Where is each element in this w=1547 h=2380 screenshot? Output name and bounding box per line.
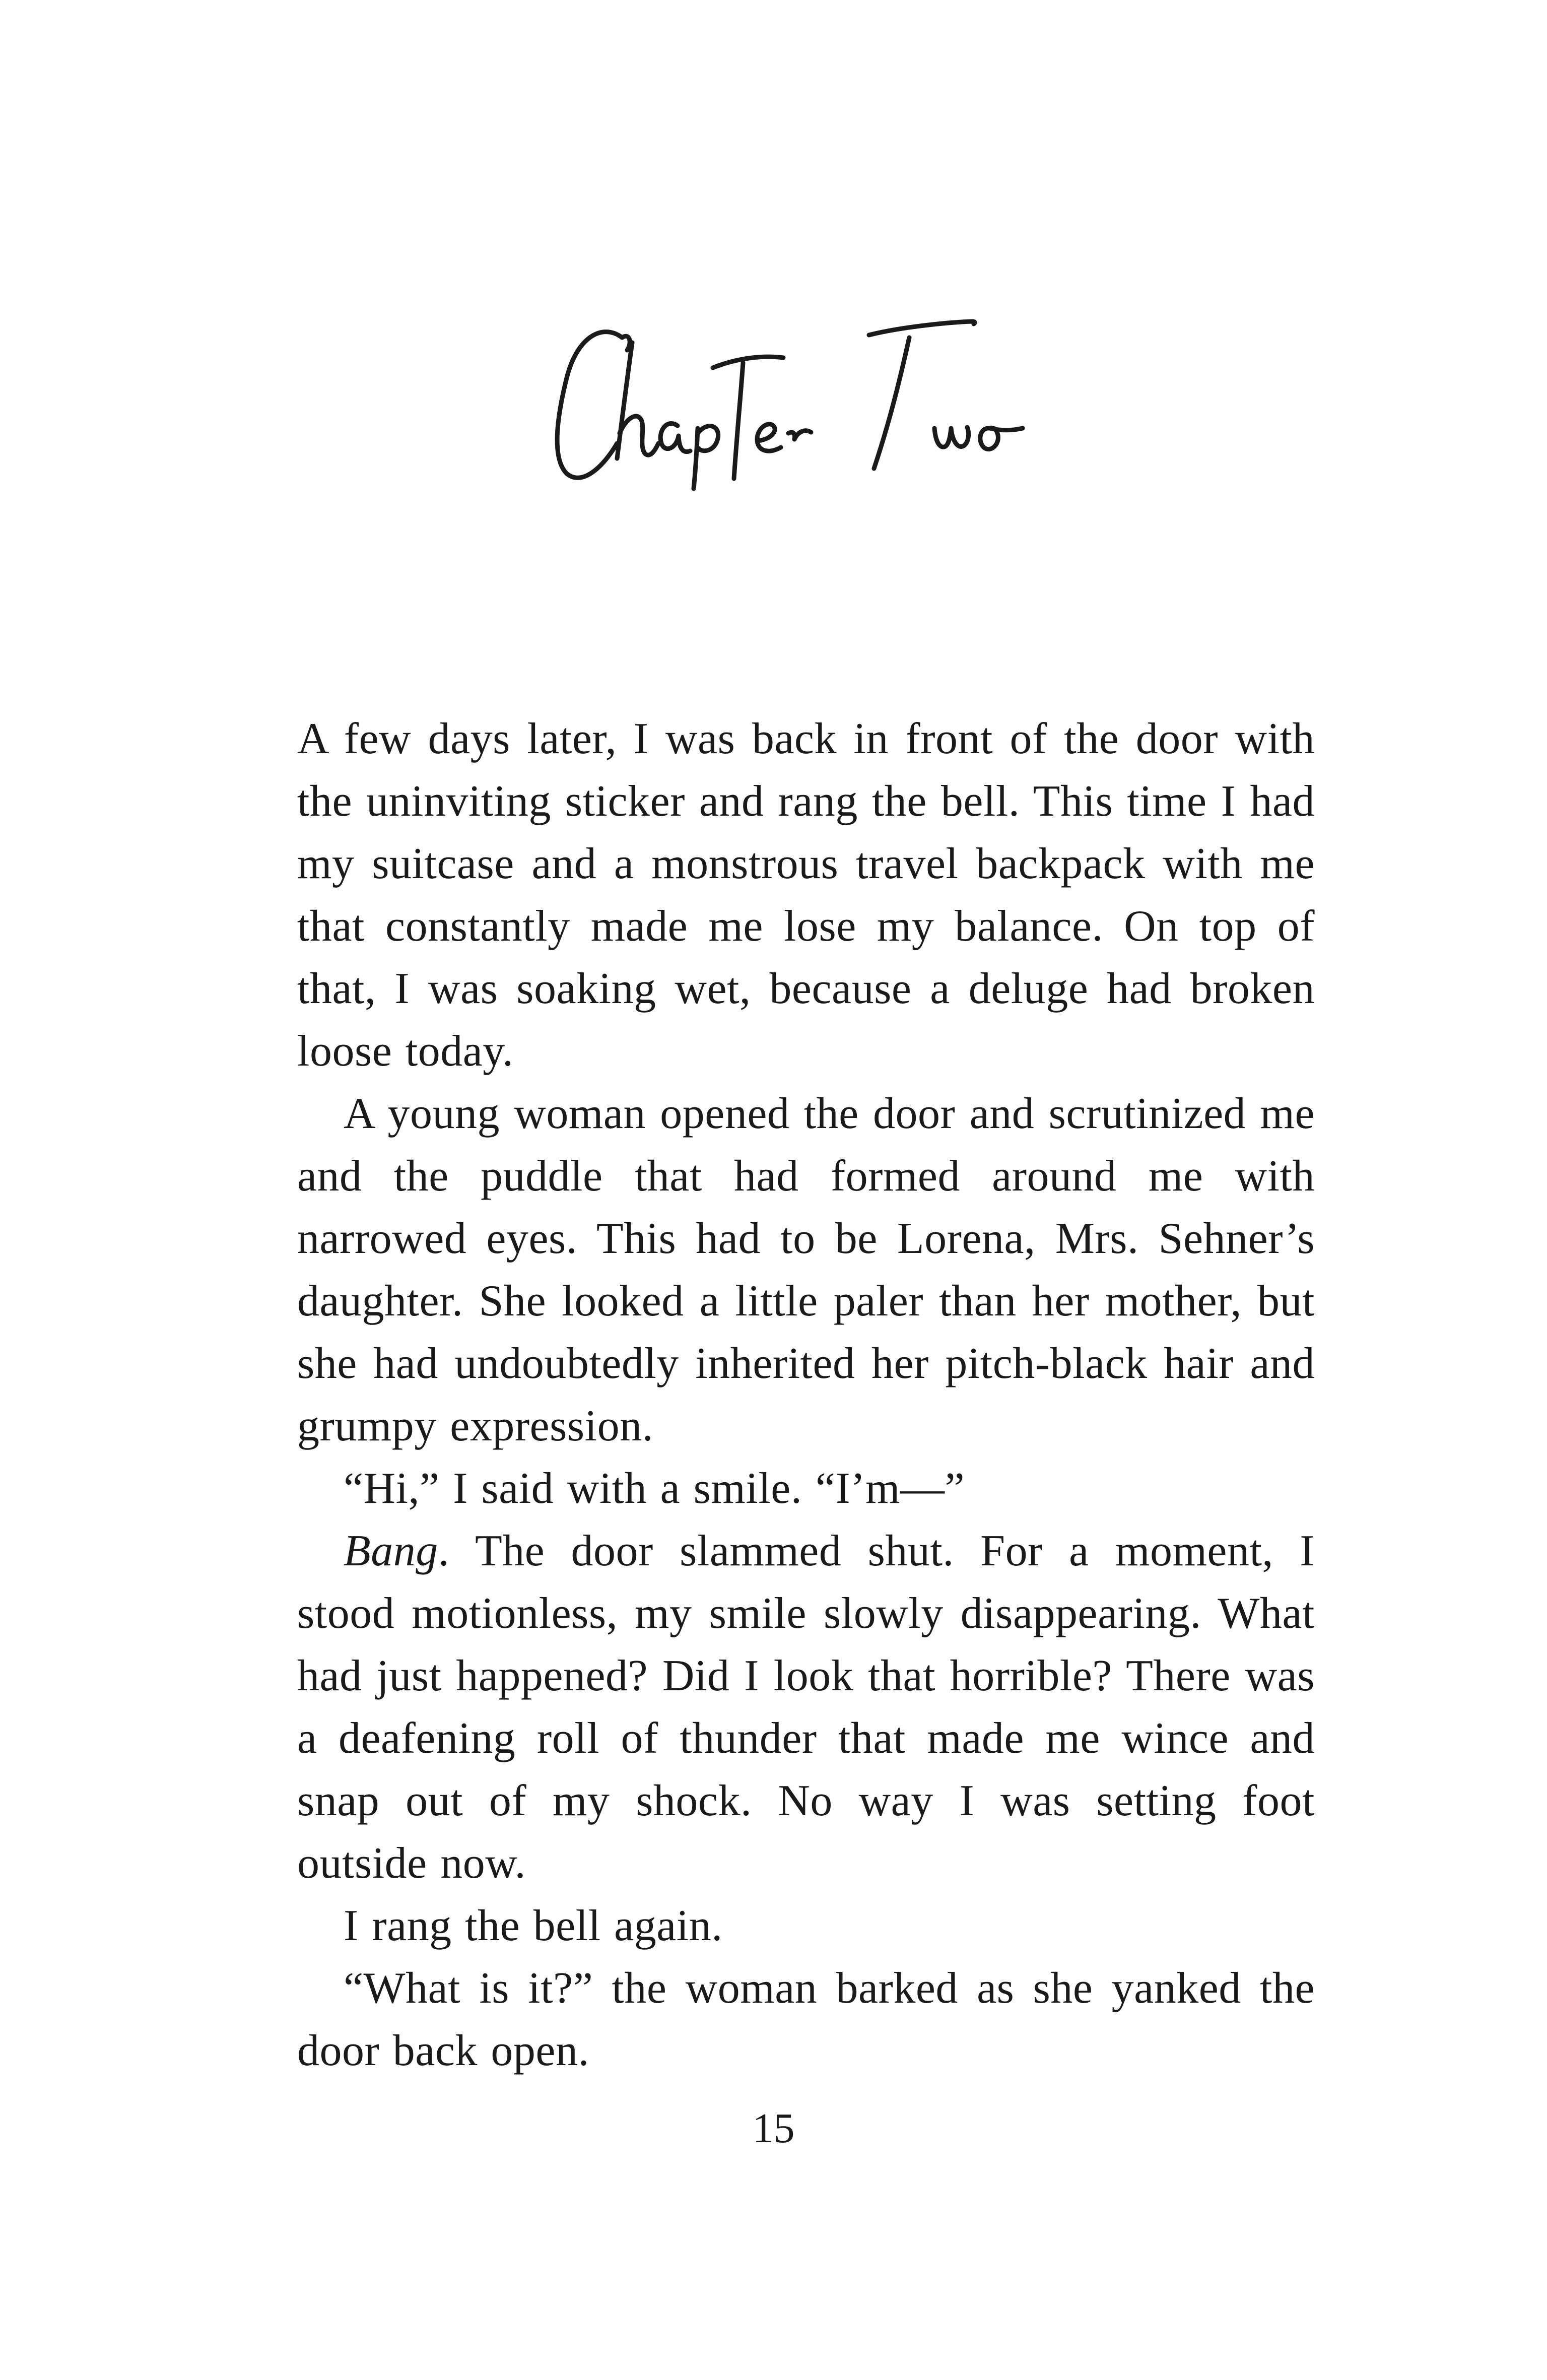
italic-word: Bang: [344, 1527, 438, 1575]
paragraph-text: . The door slammed shut. For a moment, I stood motionless, my smile slowly disappearing. What had just happened? Did I look that horrible? There was a deafening roll of thunder that made me wince and snap out of my shock. No way I was setting foot outside now.: [297, 1527, 1315, 1888]
paragraph: A young woman opened the door and scrutinized me and the puddle that had formed around me with narrowed eyes. This had to be Lorena, Mrs. Sehner’s daughter. She looked a little paler than her mother, but she had undoubtedly inherited her pitch-black hair and grumpy expression.: [297, 1089, 1315, 1450]
chapter-title: [547, 307, 1081, 494]
paragraph: [297, 1520, 1315, 1895]
paragraph: A few days later, I was back in front of the door with the uninviting sticker and rang the bell. This time I had my suitcase and a monstrous travel backpack with me that constantly made me lose my balance. On top of that, I was soaking wet, because a deluge had broken loose today.: [297, 714, 1315, 1076]
paragraph: I rang the bell again.: [344, 1901, 723, 1950]
chapter-body-text: [297, 708, 1315, 2082]
page-number: 15: [752, 2105, 795, 2152]
chapter-title-script-lettering: [547, 307, 1081, 494]
paragraph: “Hi,” I said with a smile. “I’m—”: [344, 1464, 965, 1513]
paragraph: “What is it?” the woman barked as she yanked the door back open.: [297, 1964, 1315, 2075]
